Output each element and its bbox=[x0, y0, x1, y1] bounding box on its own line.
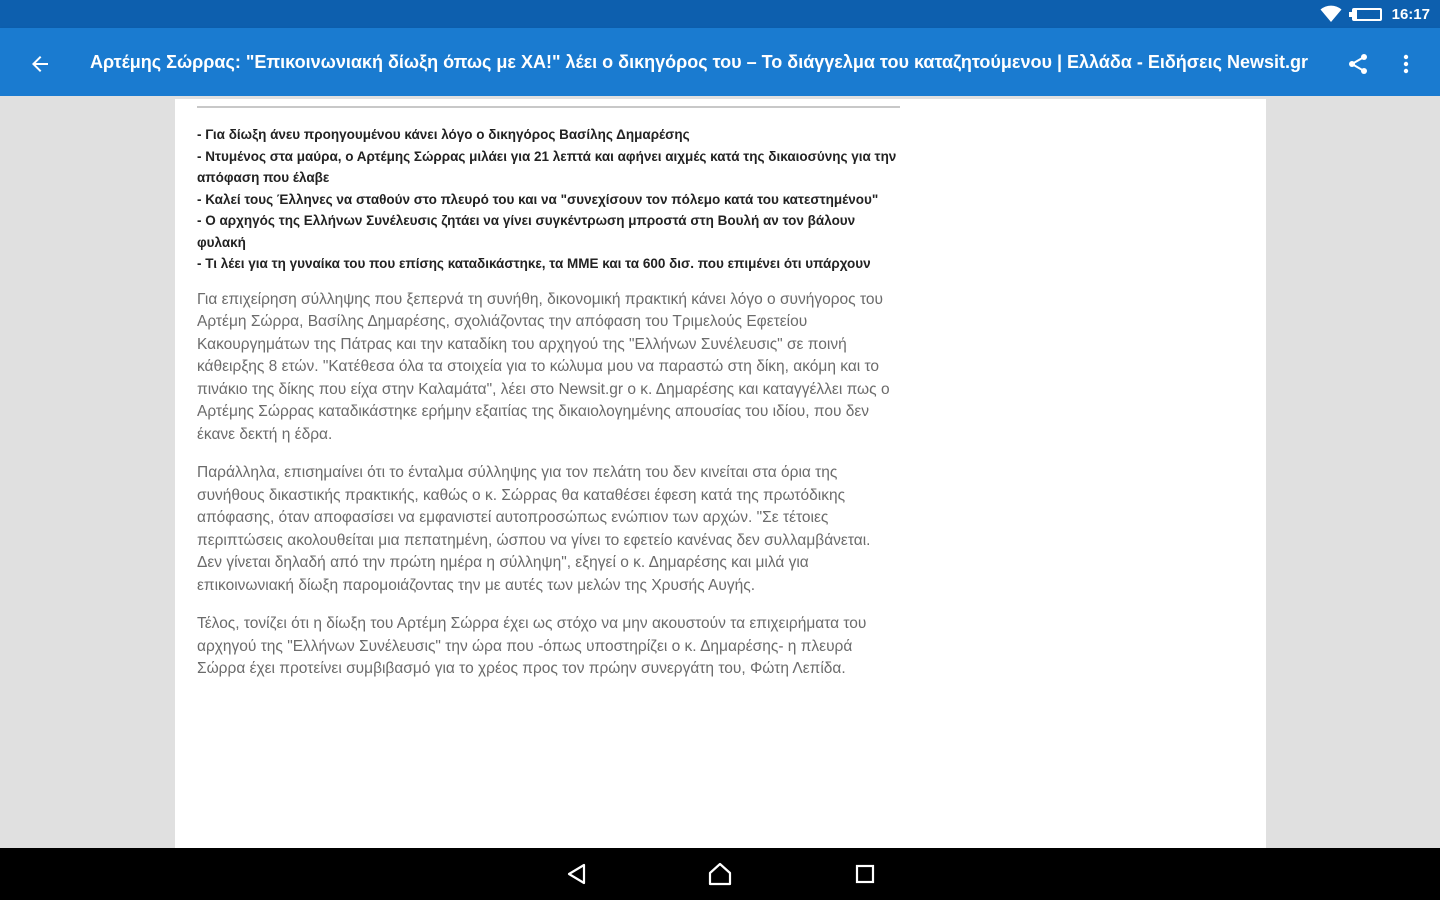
highlight-item: - Τι λέει για τη γυναίκα του που επίσης καταδικάστηκε, τα ΜΜΕ και τα 600 δισ. που επιμένει ότι υπάρχουν bbox=[197, 256, 871, 271]
battery-percent: 14% bbox=[1358, 9, 1375, 19]
highlight-item: - Ντυμένος στα μαύρα, ο Αρτέμης Σώρρας μιλάει για 21 λεπτά και αφήνει αιχμές κατά της δικαιοσύνης για την απόφαση που έλαβε bbox=[197, 148, 897, 185]
app-bar bbox=[0, 28, 1440, 96]
wifi-icon bbox=[1320, 5, 1342, 23]
article-paragraph: Παράλληλα, επισημαίνει ότι το ένταλμα σύλληψης για τον πελάτη του δεν κινείται στα όρια της συνήθους δικαστικής πρακτικής, καθώς ο κ. Σώρρας θα καταθέσει έφεση κατά της πρωτόδικης απόφασης, όταν αποφασίσει να εμφανιστεί αυτοπροσώπως ενώπιον των αρχών. "Σε τέτοιες περιπτώσεις ακολουθείται μια πεπατημένη, ώσπου να γίνει το εφετείο κανένας δεν συλλαμβάνεται. Δεν γίνεται δηλαδή από την πρώτη ημέρα η σύλληψη", εξηγεί ο κ. Δημαρέσης και μιλά για επικοινωνιακή δίωξη παρομοιάζοντας την με αυτές των μελών της Χρυσής Αυγής. bbox=[197, 464, 871, 594]
article-divider bbox=[197, 106, 900, 108]
battery-icon bbox=[1352, 8, 1382, 21]
back-arrow-icon bbox=[28, 52, 52, 76]
nav-back-button[interactable] bbox=[557, 854, 597, 894]
status-icons bbox=[1320, 0, 1430, 28]
status-bar bbox=[0, 0, 1440, 28]
article-highlights bbox=[197, 124, 897, 275]
article-paragraph: Για επιχείρηση σύλληψης που ξεπερνά τη συνήθη, δικονομική πρακτική κάνει λόγο ο συνήγορος του Αρτέμη Σώρρα, Βασίλης Δημαρέσης, σχολιάζοντας την απόφαση του Τριμελούς Εφετείου Κακουργημάτων της Πάτρας και την καταδίκη του αρχηγού της "Ελλήνων Συνέλευσις" σε ποινή κάθειρξης 8 ετών. "Κατέθεσα όλα τα στοιχεία για το κώλυμα μου να παραστώ στη δίκη, ακόμη και το πινάκιο της δίκης που είχα στην Καλαμάτα", λέει στο Newsit.gr ο κ. Δημαρέσης και καταγγέλλει πως ο Αρτέμης Σώρρας καταδικάστηκε ερήμην εξαιτίας της δικαιολογημένης απουσίας του ιδίου, που δεν έκανε δεκτή η έδρα. bbox=[197, 290, 890, 443]
clock: 16:17 bbox=[1391, 5, 1430, 23]
battery-fill bbox=[1354, 10, 1358, 19]
article-paragraph: Τέλος, τονίζει ότι η δίωξη του Αρτέμη Σώρρα έχει ως στόχο να μην ακουστούν τα επιχειρήματα του αρχηγού της "Ελλήνων Συνέλευσις" την ώρα που -όπως υποστηρίζει ο κ. Δημαρέσης- η πλευρά Σώρρα έχει προτείνει συμβιβασμό για το χρέος προς τον πρώην συνεργάτη του, Φώτη Λεπίδα. bbox=[197, 615, 867, 677]
nav-home-button[interactable] bbox=[700, 854, 740, 894]
recents-square-icon bbox=[855, 864, 875, 884]
highlight-item: - Ο αρχηγός της Ελλήνων Συνέλευσις ζητάει να γίνει συγκέντρωση μπροστά στη Βουλή αν τον βάλουν φυλακή bbox=[197, 213, 856, 250]
home-icon bbox=[707, 862, 733, 886]
back-button[interactable] bbox=[18, 42, 62, 86]
article-body bbox=[197, 124, 897, 697]
highlight-item: - Για δίωξη άνευ προηγουμένου κάνει λόγο ο δικηγόρος Βασίλης Δημαρέσης bbox=[197, 127, 690, 142]
highlight-item: - Καλεί τους Έλληνες να σταθούν στο πλευρό του και να "συνεχίσουν τον πόλεμο κατά του κατεστημένου" bbox=[197, 191, 879, 207]
system-nav-bar bbox=[0, 848, 1440, 900]
share-button[interactable] bbox=[1336, 42, 1380, 86]
share-icon bbox=[1346, 52, 1370, 76]
nav-recents-button[interactable] bbox=[845, 854, 885, 894]
back-triangle-icon bbox=[566, 863, 588, 885]
more-vert-icon bbox=[1402, 52, 1410, 76]
page-title: Αρτέμης Σώρρας: "Επικοινωνιακή δίωξη όπως με ΧΑ!" λέει ο δικηγόρος του – Το διάγγελμα του καταζητούμενου | Ελλάδα - Ειδήσεις Newsit.gr bbox=[90, 51, 1308, 72]
more-options-button[interactable] bbox=[1388, 42, 1424, 86]
